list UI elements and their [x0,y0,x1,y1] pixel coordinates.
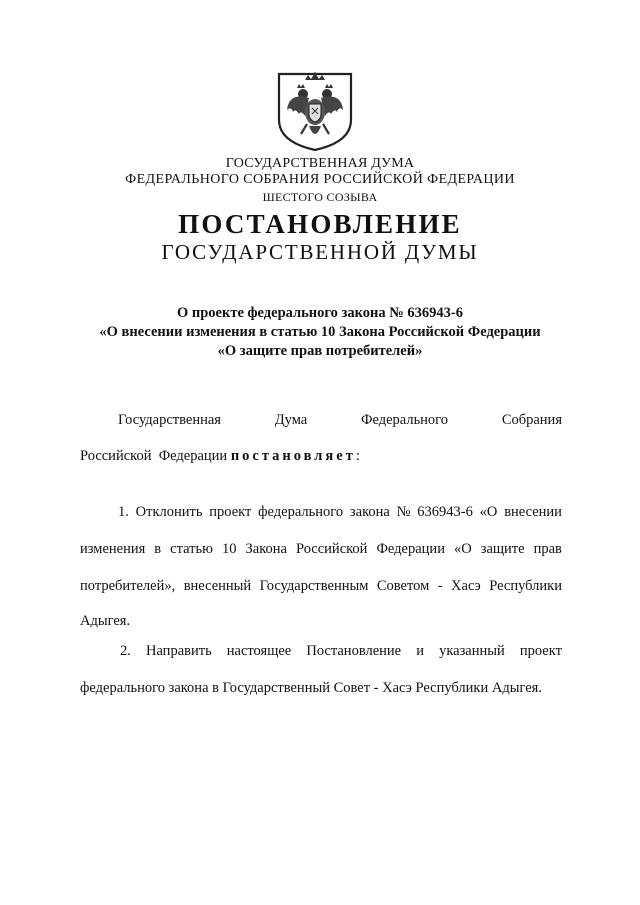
organization-name: ГОСУДАРСТВЕННАЯ ДУМА [225,156,415,171]
word: внесении [504,504,562,520]
word: настоящее [226,643,292,659]
word: указанный [439,643,505,659]
word: и [416,643,424,659]
item-2-line-2: федерального закона в Государственный Совет - Хасэ Республики Адыгея. [80,680,542,696]
word: Хасэ [451,578,481,594]
subject-line-3: «О защите прав потребителей» [217,343,423,359]
convocation-label: ШЕСТОГО СОЗЫВА [262,190,378,204]
word: - [437,578,443,594]
word: Направить [145,643,212,659]
word: в [154,541,162,557]
word: изменения [80,541,146,557]
word: федерального [258,504,344,520]
preamble-colon: : [355,448,360,464]
coat-of-arms-icon [275,70,355,152]
word: № [396,504,411,520]
word: проект [519,643,562,659]
preamble-line-2 [80,448,562,465]
word: 1. [118,504,129,520]
preamble-word: Дума [274,412,308,428]
word: Федерации [376,541,445,557]
item-1-line-2 [80,541,562,558]
word: Советом [376,578,430,594]
word: Республики [489,578,562,594]
word: 10 [221,541,237,557]
document-issuer: ГОСУДАРСТВЕННОЙ ДУМЫ [161,240,479,264]
word: «О [479,504,498,520]
preamble-word: Собрания [501,412,562,428]
word: прав [533,541,562,557]
decree-word: постановляет [230,448,356,464]
word: статью [170,541,213,557]
word: Российской [295,541,368,557]
word: Отклонить [135,504,203,520]
word: проект [209,504,252,520]
preamble-text: Российской Федерации [80,448,231,464]
word: защите [480,541,525,557]
word: «О [453,541,472,557]
word: Постановление [306,643,402,659]
word: закона [349,504,390,520]
subject-line-1: О проекте федерального закона № 636943-6 [176,305,464,321]
word: потребителей», [80,578,176,594]
word: Закона [245,541,287,557]
word: внесенный [183,578,252,594]
preamble-word: Федерального [361,412,449,428]
preamble-word: Государственная [118,412,221,428]
organization-parent: ФЕДЕРАЛЬНОГО СОБРАНИЯ РОССИЙСКОЙ ФЕДЕРАЦИИ [125,172,515,187]
item-2-line-1 [120,643,562,660]
word: 636943-6 [417,504,473,520]
subject-line-2: «О внесении изменения в статью 10 Закона Российской Федерации [99,324,541,340]
item-1-line-3 [80,578,562,595]
preamble-line-1 [118,412,562,429]
item-1-line-4: Адыгея. [80,613,131,629]
word: Государственным [259,578,369,594]
document-type-title: ПОСТАНОВЛЕНИЕ [178,209,462,239]
word: 2. [120,643,131,659]
item-1-line-1 [118,504,562,521]
